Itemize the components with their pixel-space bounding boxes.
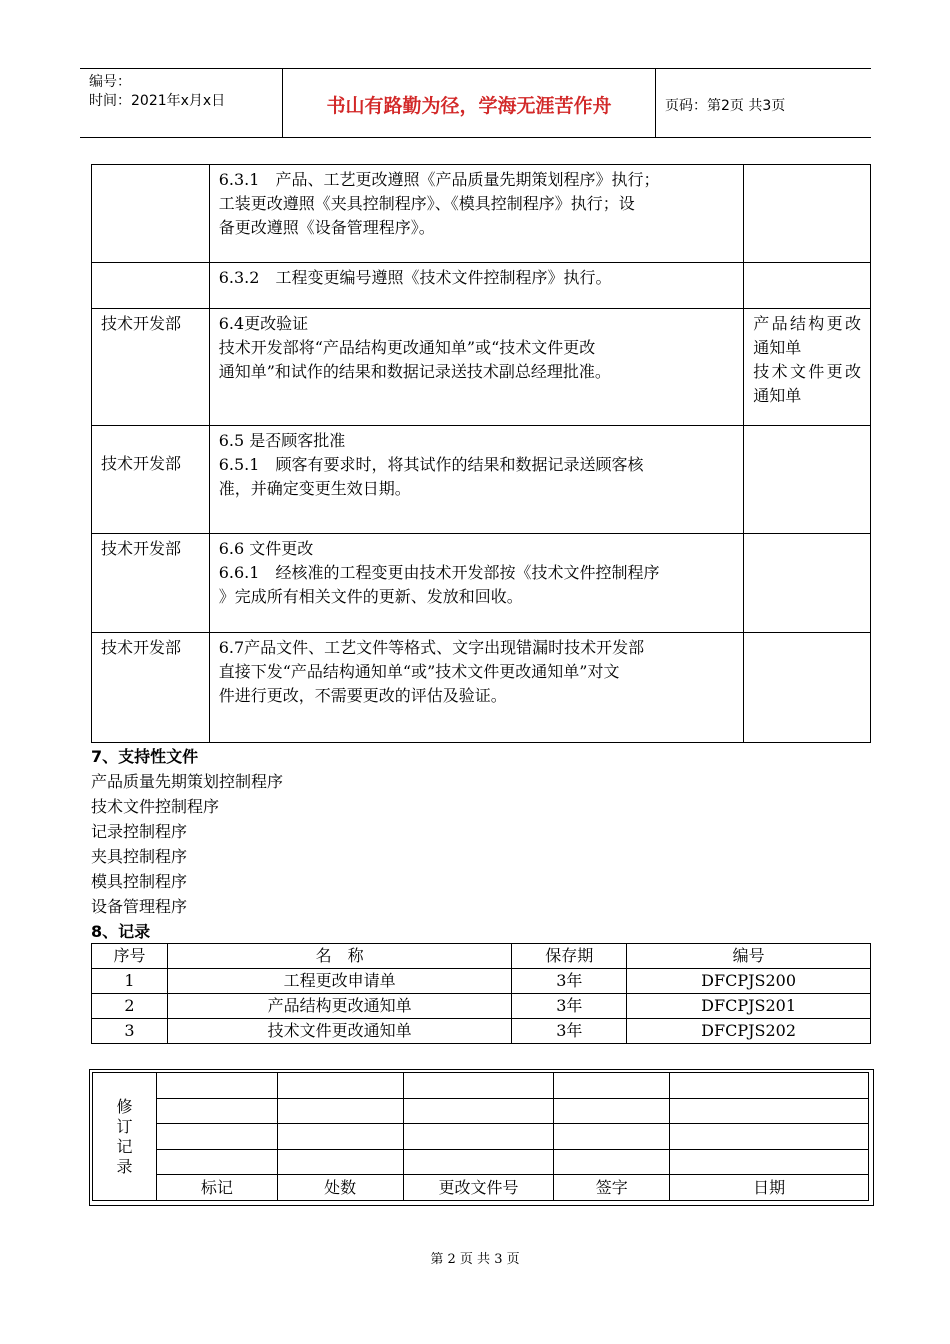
- content-line: 通知单”和试作的结果和数据记录送技术副总经理批准。: [218, 362, 611, 381]
- revision-cell: [156, 1149, 277, 1175]
- revision-cell: [277, 1124, 403, 1150]
- table-cell: 3: [92, 1019, 168, 1044]
- records-cell: [744, 633, 871, 743]
- content-line: 工装更改遵照《夹具控制程序》、《模具控制程序》执行；设: [218, 194, 635, 213]
- header-meta: [89, 73, 225, 111]
- column-header: 处数: [277, 1175, 403, 1201]
- support-doc-item: 夹具控制程序: [91, 847, 188, 866]
- table-cell: 3年: [512, 1019, 627, 1044]
- revision-cell: [277, 1098, 403, 1124]
- column-header: 名 称: [167, 944, 511, 969]
- procedure-row: [92, 534, 871, 633]
- content-line: 6.7产品文件、工艺文件等格式、文字出现错漏时技术开发部: [218, 638, 645, 657]
- content-cell: [209, 309, 744, 426]
- content-line: 6.6.1 经核准的工程变更由技术开发部按《技术文件控制程序: [218, 563, 660, 582]
- support-doc-item: 模具控制程序: [91, 872, 188, 891]
- procedure-row: [92, 426, 871, 534]
- content-cell: [209, 534, 744, 633]
- record-name: 产品结构更改通知单: [753, 314, 861, 357]
- table-row: [92, 969, 871, 994]
- section-heading: 7、支持性文件: [91, 747, 199, 766]
- column-header: 标记: [156, 1175, 277, 1201]
- content-line: 6.6 文件更改: [218, 539, 314, 558]
- content-cell: [209, 426, 744, 534]
- table-cell: 3年: [512, 994, 627, 1019]
- records-table: [91, 943, 871, 1044]
- revision-row: [93, 1073, 869, 1099]
- revision-row: [93, 1124, 869, 1150]
- support-doc-item: 设备管理程序: [91, 897, 188, 916]
- revision-cell: [156, 1124, 277, 1150]
- table-cell: 1: [92, 969, 168, 994]
- table-cell: 技术文件更改通知单: [167, 1019, 511, 1044]
- revision-cell: [403, 1124, 554, 1150]
- section-heading: 8、记录: [91, 922, 151, 941]
- content-line: 准，并确定变更生效日期。: [218, 479, 411, 498]
- support-doc-item: 产品质量先期策划控制程序: [91, 772, 284, 791]
- page-info: 页码：第2页 共3页: [665, 98, 786, 114]
- revision-label-char: 订: [116, 1116, 133, 1136]
- revision-cell: [554, 1098, 670, 1124]
- revision-cell: [403, 1098, 554, 1124]
- procedure-row: [92, 165, 871, 263]
- revision-cell: [554, 1124, 670, 1150]
- record-name: 技术文件更改通知单: [753, 362, 861, 405]
- column-header: 序号: [92, 944, 168, 969]
- header-divider: [655, 69, 656, 137]
- revision-cell: [670, 1073, 869, 1099]
- table-cell: 产品结构更改通知单: [167, 994, 511, 1019]
- dept-cell: 技术开发部: [92, 426, 210, 534]
- table-row: [92, 1019, 871, 1044]
- support-doc-item: 技术文件控制程序: [91, 797, 220, 816]
- revision-record: [89, 1069, 874, 1206]
- revision-row: [93, 1098, 869, 1124]
- table-cell: DFCPJS200: [627, 969, 871, 994]
- content-line: 6.5.1 顾客有要求时，将其试作的结果和数据记录送顾客核: [218, 455, 644, 474]
- records-cell: [744, 534, 871, 633]
- table-row: [92, 994, 871, 1019]
- content-line: 6.5 是否顾客批准: [218, 431, 346, 450]
- page-footer: 第 2 页 共 3 页: [430, 1252, 520, 1267]
- procedure-row: [92, 263, 871, 309]
- revision-cell: [277, 1073, 403, 1099]
- content-line: 6.4更改验证: [218, 314, 309, 333]
- revision-cell: [156, 1073, 277, 1099]
- column-header: 签字: [554, 1175, 670, 1201]
- revision-cell: [670, 1149, 869, 1175]
- revision-cell: [554, 1073, 670, 1099]
- revision-label-char: 记: [116, 1136, 133, 1156]
- support-doc-item: 记录控制程序: [91, 822, 188, 841]
- support-docs-section: [91, 744, 283, 944]
- dept-cell: [92, 165, 210, 263]
- dept-cell: 技术开发部: [92, 633, 210, 743]
- table-cell: DFCPJS201: [627, 994, 871, 1019]
- records-cell: [744, 165, 871, 263]
- revision-row: [93, 1149, 869, 1175]
- revision-cell: [670, 1098, 869, 1124]
- revision-cell: [403, 1149, 554, 1175]
- content-cell: [209, 263, 744, 309]
- content-line: 件进行更改，不需要更改的评估及验证。: [218, 686, 507, 705]
- content-line: 6.3.1 产品、工艺更改遵照《产品质量先期策划程序》执行；: [218, 170, 660, 189]
- revision-label-char: 修: [116, 1096, 133, 1116]
- revision-label-char: 录: [116, 1156, 133, 1176]
- revision-cell: [277, 1149, 403, 1175]
- content-line: 备更改遵照《设备管理程序》。: [218, 218, 435, 237]
- table-header-row: [92, 944, 871, 969]
- procedure-row: [92, 633, 871, 743]
- content-line: 6.3.2 工程变更编号遵照《技术文件控制程序》执行。: [218, 268, 612, 287]
- revision-cell: [403, 1073, 554, 1099]
- records-cell: [744, 426, 871, 534]
- dept-cell: 技术开发部: [92, 309, 210, 426]
- table-cell: 2: [92, 994, 168, 1019]
- column-header: 更改文件号: [403, 1175, 554, 1201]
- table-cell: DFCPJS202: [627, 1019, 871, 1044]
- column-header: 编号: [627, 944, 871, 969]
- content-line: 》完成所有相关文件的更新、发放和回收。: [218, 587, 523, 606]
- revision-table: [92, 1072, 869, 1201]
- revision-cell: [670, 1124, 869, 1150]
- records-cell: [744, 263, 871, 309]
- revision-header-row: [93, 1175, 869, 1201]
- table-cell: 3年: [512, 969, 627, 994]
- procedure-row: [92, 309, 871, 426]
- content-cell: [209, 633, 744, 743]
- dept-cell: 技术开发部: [92, 534, 210, 633]
- table-cell: 工程更改申请单: [167, 969, 511, 994]
- procedure-table: [91, 164, 871, 743]
- column-header: 日期: [670, 1175, 869, 1201]
- time-label: 时间：2021年x月x日: [89, 93, 226, 109]
- dept-cell: [92, 263, 210, 309]
- content-line: 直接下发“产品结构通知单“或”技术文件更改通知单”对文: [218, 662, 620, 681]
- revision-cell: [156, 1098, 277, 1124]
- revision-cell: [554, 1149, 670, 1175]
- header-motto: 书山有路勤为径，学海无涯苦作舟: [326, 95, 612, 117]
- content-line: 技术开发部将“产品结构更改通知单”或“技术文件更改: [218, 338, 596, 357]
- number-label: 编号：: [89, 74, 131, 90]
- content-cell: [209, 165, 744, 263]
- revision-label: [93, 1073, 157, 1201]
- page-header: [80, 68, 871, 138]
- records-cell: [744, 309, 871, 426]
- column-header: 保存期: [512, 944, 627, 969]
